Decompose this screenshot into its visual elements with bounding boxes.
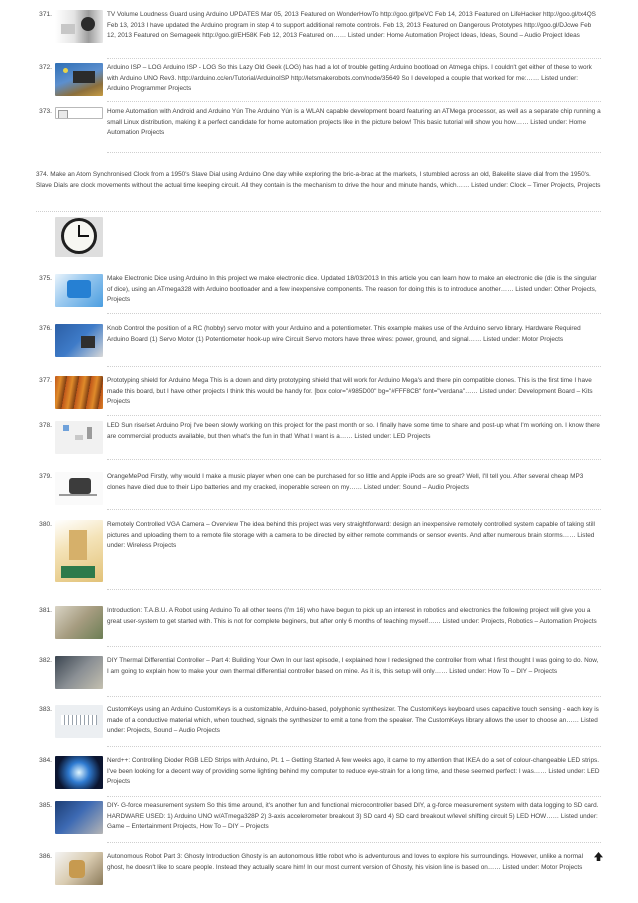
project-thumbnail[interactable] [55, 63, 103, 96]
project-description: Arduino ISP – LOG Arduino ISP - LOG So this Lazy Old Geek (LOG) has had a lot of trouble getting Arduino bootload on Atmega chips. I couldn't get either of these to work with Arduino UNO Rev3. http://arduino.cc/en/Tutorial/ArduinoISP http://letsmakerobots.com/node/35649 So I developed a couple that worked for me:…… Listed under: Arduino Programmer Projects [107, 64, 592, 92]
project-description: Introduction: T.A.B.U. A Robot using Arduino To all other teens (I'm 16) who have begun to pick up an interest in robotics and electronics the following project will give you a great user-system to get started with. This is not for complete beginers, but after only 6 months of teaching myself…… Listed under: Projects, Robotics – Automation Projects [107, 607, 597, 625]
divider [36, 211, 601, 212]
item-number: 386. [39, 853, 52, 860]
item-number: 372. [39, 64, 52, 71]
project-description: Knob Control the position of a RC (hobby) servo motor with your Arduino and a potentiometer. This example makes use of the Arduino servo library. Hardware Required Arduino Board (1) Servo Motor (1) Potentiometer hook-up wire Circuit Servo motors have three wires: power, ground, and signal…… Listed under: Motor Projects [107, 325, 581, 343]
project-description: DIY Thermal Differential Controller – Part 4: Building Your Own In our last episode, I explained how I redesigned the controller from what I first thought I was going to do. Now, I am going to explain how to make your own thermal differential controller based on mine. As it is, this setup will only…… Listed under: How To – DIY – Projects [107, 657, 599, 675]
project-description: Autonomous Robot Part 3: Ghosty Introduction Ghosty is an autonomous little robot who is adventurous and loves to explore his surroundings. However, unlike a normal ghost, he doesn't like to scare people. Instead they actually scare him! In our most current version of Ghosty, his vision line is based on…… Listed under: Motor Projects [107, 853, 584, 871]
project-description: Nerd++: Controlling Dioder RGB LED Strips with Arduino, Pt. 1 – Getting Started A few weeks ago, it came to my attention that IKEA do a set of colour-changeable LED strips. I've been looking for a decent way of providing some lighting behind my computer to reduce eye-strain for a long time, and these seemed perfect: I was…… Listed under: LED Projects [107, 757, 600, 785]
item-number: 373. [39, 108, 52, 115]
project-description: TV Volume Loudness Guard using Arduino UPDATES Mar 05, 2013 Featured on WonderHowTo http://goo.gl/fpeVC Feb 14, 2013 Featured on LifeHacker http://goo.gl/tx4QS Feb 13, 2013 I have updated the Arduino program in step 4 to support additional remote controls. Feb 13, 2013 Featured on Dangerous Prototypes http://goo.gl/DJcwe Feb 12, 2013 Featured on Semageek http://goo.gl/EH58K Feb 12, 2013 Featured on…… Listed under: Home Automation Project Ideas, Ideas, Sound – Audio Project Ideas [107, 11, 596, 39]
divider [107, 796, 601, 797]
project-thumbnail[interactable] [55, 520, 103, 582]
item-number: 378. [39, 422, 52, 429]
divider [107, 459, 601, 460]
project-thumbnail[interactable] [55, 705, 103, 738]
divider [107, 646, 601, 647]
item-number: 375. [39, 275, 52, 282]
item-number: 384. [39, 757, 52, 764]
broken-image-thumbnail[interactable] [55, 107, 103, 119]
project-description [36, 170, 601, 191]
project-description: OrangeMePod Firstly, why would I make a music player when one can be purchased for so little and Apple iPods are so great? Well, I'll tell you. After several cheap MP3 clones have died due to their Lipo batteries and my cracked, inoperable screen on my…… Listed under: Sound – Audio Projects [107, 473, 584, 491]
project-thumbnail[interactable] [55, 421, 103, 454]
project-description: Home Automation with Android and Arduino Yún The Arduino Yún is a WLAN capable development board featuring an ATMega processor, as well as a separate chip running a small Linux distribution, making it a perfect candidate for home automation projects like in the picture below! This basic tutorial will show you how…… Listed under: Home Automation Projects [107, 108, 601, 136]
broken-image-icon [58, 110, 68, 119]
item-number: 380. [39, 521, 52, 528]
project-thumbnail[interactable] [55, 10, 103, 43]
divider [107, 696, 601, 697]
divider [107, 415, 601, 416]
item-number: 382. [39, 657, 52, 664]
divider [107, 58, 601, 59]
item-number: 381. [39, 607, 52, 614]
item-number: 383. [39, 706, 52, 713]
project-thumbnail[interactable] [55, 852, 103, 885]
project-thumbnail[interactable] [55, 472, 103, 505]
divider [107, 101, 601, 102]
project-description: DIY- G-force measurement system So this time around, it's another fun and functional microcontroller based DIY, a g-force measurement system with data logging to SD card. HARDWARE USED: 1) Arduino UNO w/ATmega328P 2) 3-axis accelerometer breakout 3) SD card 4) SD card breakout w/level shifting circuit 5) LED HOW…… Listed under: Game – Entertainment Projects, How To – DIY – Projects [107, 802, 599, 830]
scroll-to-top-icon[interactable] [594, 852, 603, 861]
project-description-text: Make an Atom Synchronised Clock from a 1950's Slave Dial using Arduino One day while exploring the bric-a-brac at the markets, I stumbled across an old, Bakelite slave dial from the 1950's. Slave Dials are clock movements without the actual time keeping circuit. All they contain is the mechanism to drive the hour and minute hands, which…… Listed under: Clock – Timer Projects, Projects [36, 171, 601, 189]
project-thumbnail[interactable] [55, 376, 103, 409]
project-thumbnail[interactable] [55, 324, 103, 357]
project-thumbnail[interactable] [55, 656, 103, 689]
item-number: 385. [39, 802, 52, 809]
divider [107, 509, 601, 510]
project-description: CustomKeys using an Arduino CustomKeys is a customizable, Arduino-based, polyphonic synthesizer. The CustomKeys keyboard uses capacitive touch sensing - each key is made of a conductive material which, when touched, signals the synthesizer to emit a tone from the speaker. The CustomKeys library allows the user to choose an…… Listed under: Projects, Sound – Audio Projects [107, 706, 599, 734]
project-description: Remotely Controlled VGA Camera – Overview The idea behind this project was very straightforward: design an inexpensive remotely controlled system capable of taking still pictures and uploading them to a remote file storage with a camera to be directed by either remote commands or sensor events. And after numerous brain storms…… Listed under: Wireless Projects [107, 521, 595, 549]
divider [107, 152, 601, 153]
project-description: Prototyping shield for Arduino Mega This is a down and dirty prototyping shield that will work for Arduino Mega's and there pin compatible clones. This is the first time I have made this board, but I have other projects I think this would be handy for. [box color="#985D00" bg="#FFF8CB" font="verdana"…… Listed under: Development Board – Kits Projects [107, 377, 593, 405]
project-description: LED Sun rise/set Arduino Proj I've been slowly working on this project for the past month or so. I finally have some time to share and post-up what I'm working on. I know there are commercial products available, but then what's the fun in that! What I want is a…… Listed under: LED Projects [107, 422, 600, 440]
divider [107, 842, 601, 843]
item-number: 374. [36, 171, 49, 178]
project-thumbnail[interactable] [55, 801, 103, 834]
project-thumbnail[interactable] [55, 217, 103, 257]
divider [107, 313, 601, 314]
divider [107, 366, 601, 367]
project-thumbnail[interactable] [55, 274, 103, 307]
item-number: 371. [39, 11, 52, 18]
project-thumbnail[interactable] [55, 756, 103, 789]
divider [107, 589, 601, 590]
project-description: Make Electronic Dice using Arduino In this project we make electronic dice. Updated 18/03/2013 In this article you can learn how to make an electronic die (die is the singular of dice), using an ATmega328 with Arduino bootloader and a few inexpensive components. The reason for doing this is to introduce another…… Listed under: Other Projects, Projects [107, 275, 597, 303]
item-number: 379. [39, 473, 52, 480]
item-number: 377. [39, 377, 52, 384]
item-number: 376. [39, 325, 52, 332]
project-thumbnail[interactable] [55, 606, 103, 639]
divider [107, 746, 601, 747]
